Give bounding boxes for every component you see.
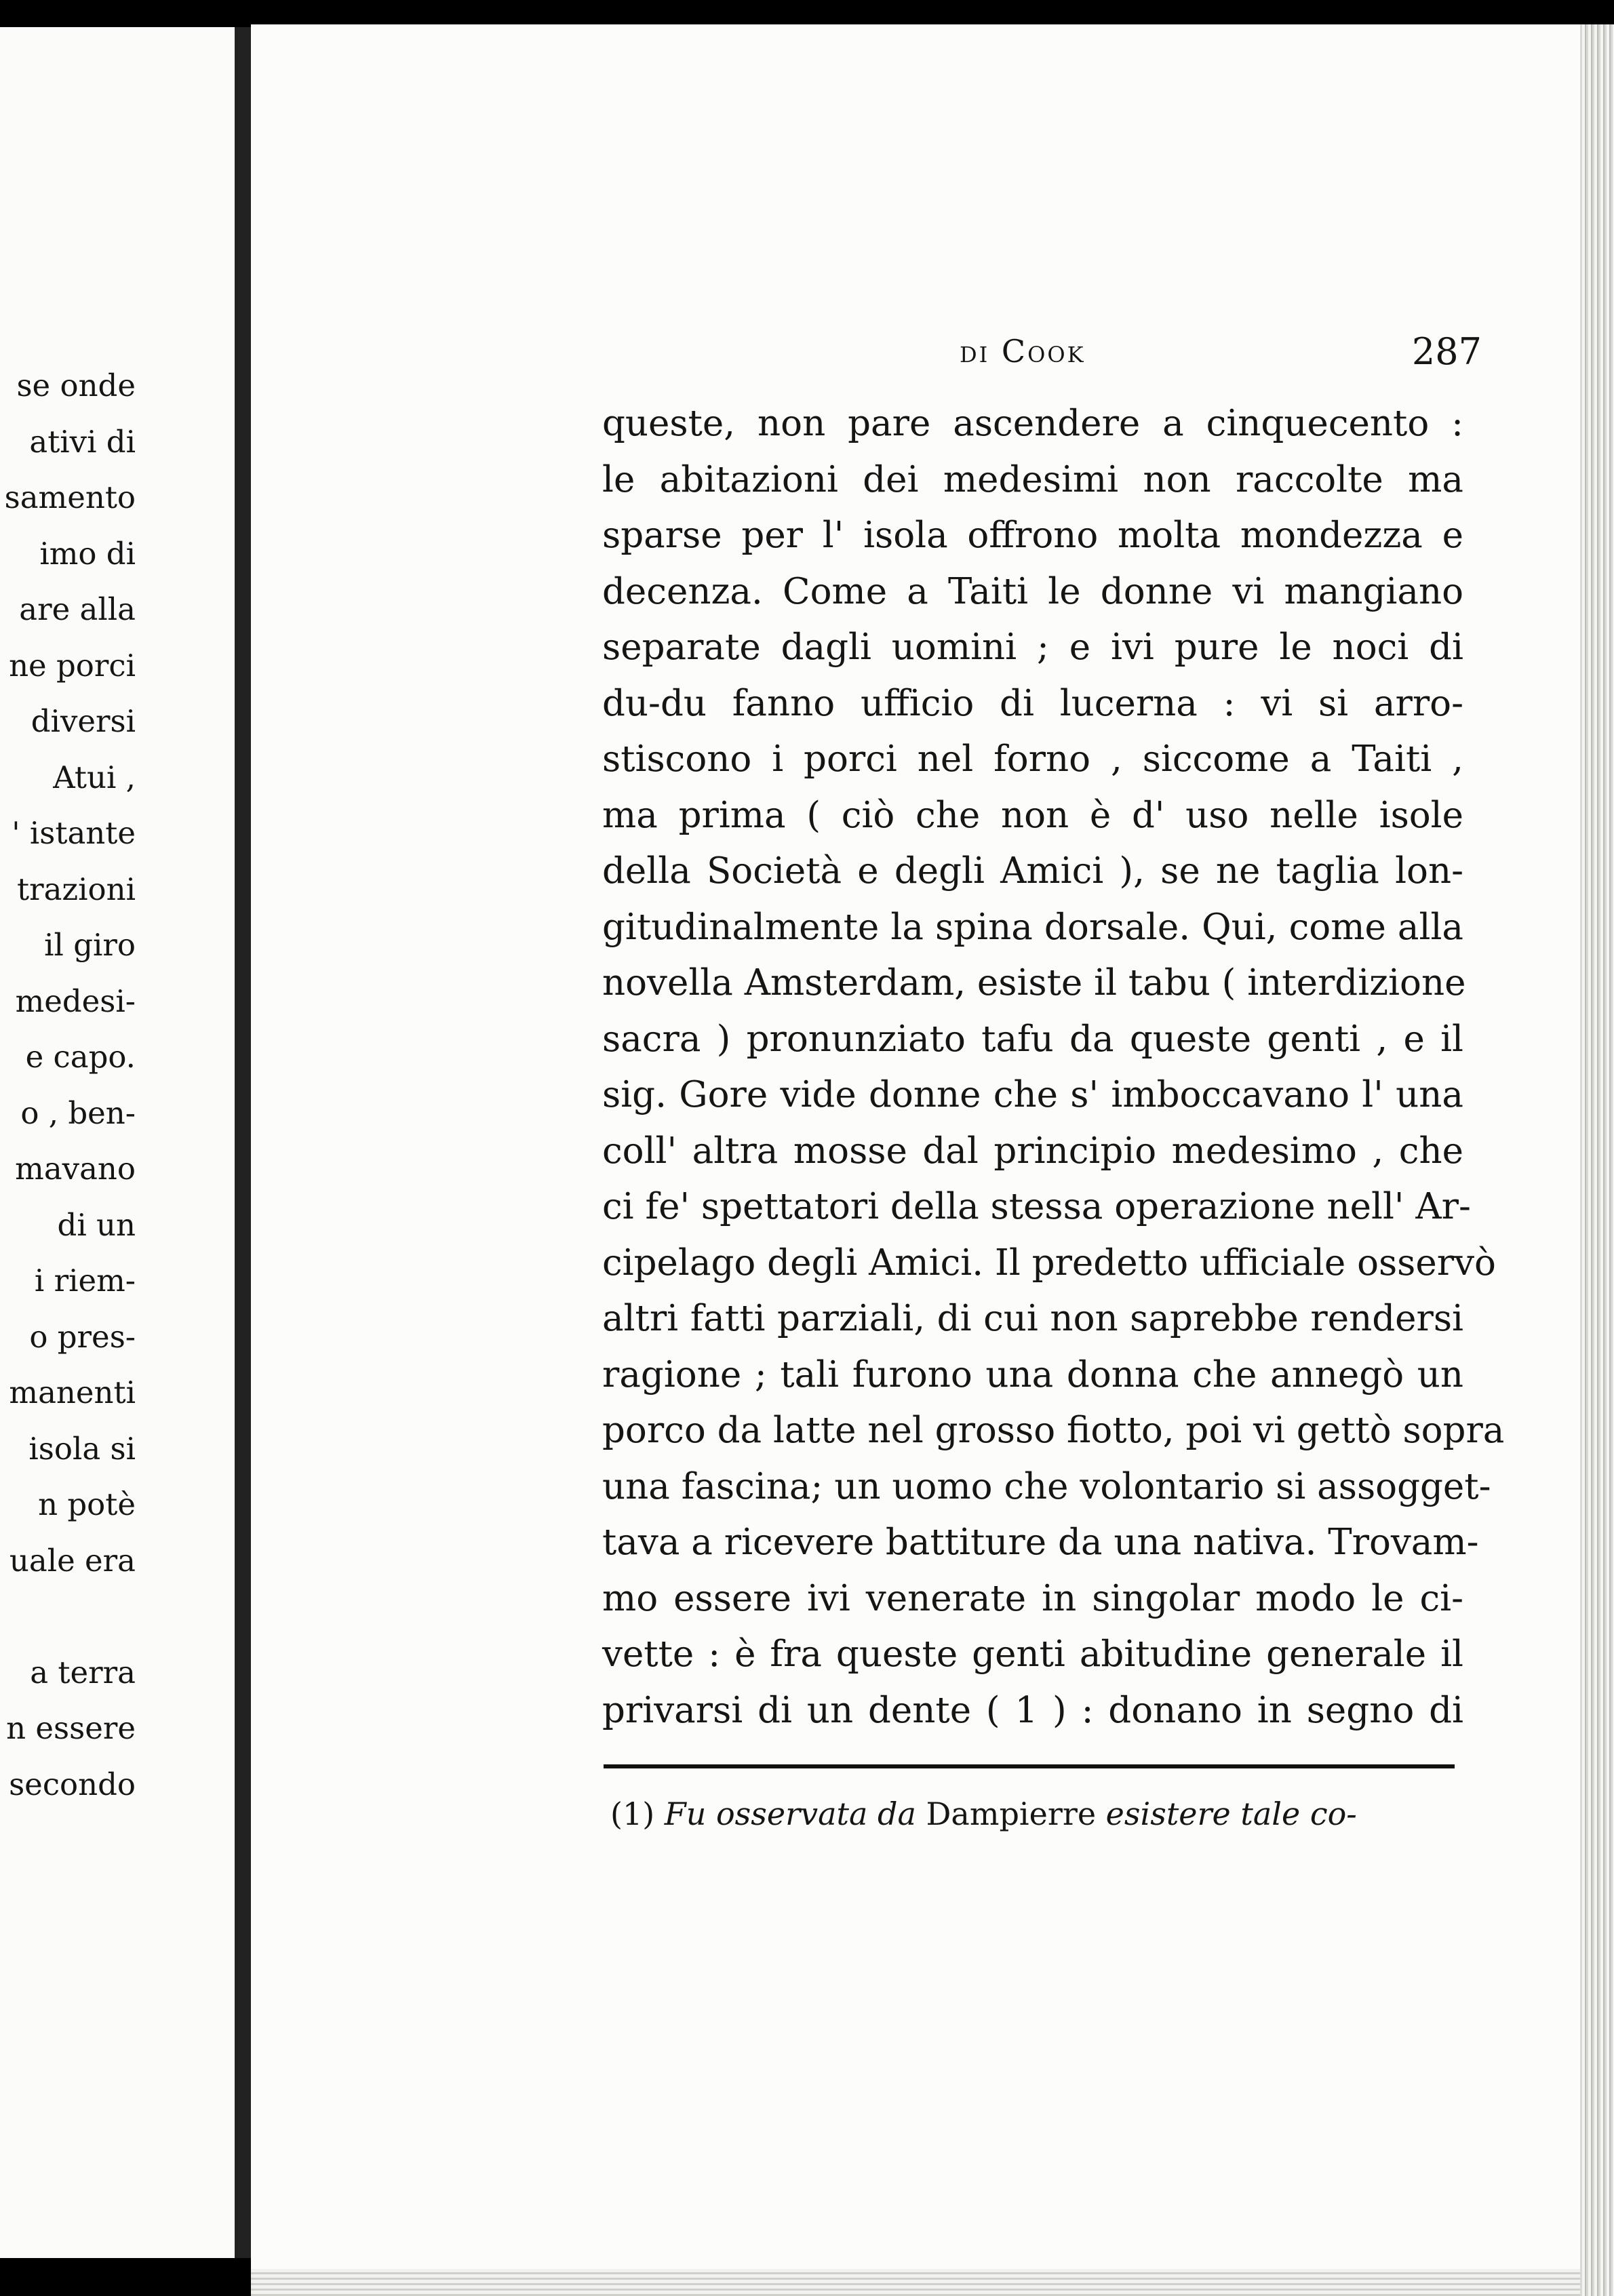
footnote-italic-b: esistere tale co- (1105, 1796, 1357, 1832)
facing-line: diversi (31, 703, 136, 739)
facing-line: samento (4, 479, 136, 515)
facing-line: n essere (6, 1710, 136, 1746)
text-line: porco da latte nel grosso fiotto, poi vi gettò sopra (602, 1410, 1505, 1451)
facing-line: o , ben- (20, 1094, 136, 1131)
footnote-marker: (1) (610, 1796, 655, 1832)
page-edge-bottom (251, 2269, 1580, 2296)
facing-line: di un (57, 1206, 136, 1243)
page-header (702, 330, 1482, 374)
facing-line: are alla (19, 591, 136, 627)
book-gutter (235, 27, 251, 2258)
text-line: tava a ricevere battiture da una nativa. Trovam- (602, 1522, 1479, 1563)
text-line: ma prima ( ciò che non è d' uso nelle isole (602, 794, 1463, 836)
text-line: sig. Gore vide donne che s' imboccavano l' una (602, 1074, 1463, 1115)
text-line: privarsi di un dente ( 1 ) : donano in segno di (602, 1689, 1463, 1731)
facing-line: ' istante (12, 815, 136, 851)
facing-line: uale era (9, 1542, 136, 1579)
facing-line: imo di (39, 535, 136, 572)
facing-line: il giro (44, 927, 136, 963)
facing-line: secondo (9, 1766, 136, 1802)
text-line: della Società e degli Amici ), se ne taglia lon- (602, 850, 1463, 892)
text-line: mo essere ivi venerate in singolar modo le ci- (602, 1577, 1463, 1619)
text-line: stiscono i porci nel forno , siccome a Taiti , (602, 738, 1463, 780)
facing-line: e capo. (25, 1039, 136, 1075)
text-line: ci fe' spettatori della stessa operazione nell' Ar- (602, 1186, 1471, 1227)
text-line: novella Amsterdam, esiste il tabu ( interdizione (602, 962, 1466, 1004)
facing-line: medesi- (15, 983, 136, 1019)
text-line: du-du fanno ufficio di lucerna : vi si arro- (602, 682, 1463, 724)
footnote-name: Dampierre (926, 1796, 1097, 1832)
facing-line: ativi di (29, 423, 136, 460)
text-line: le abitazioni dei medesimi non raccolte ma (602, 458, 1463, 500)
facing-line: se onde (16, 368, 136, 403)
footnote-italic-a: Fu osservata da (664, 1796, 916, 1832)
facing-line: isola si (28, 1430, 136, 1467)
facing-line: i riem- (34, 1263, 136, 1299)
facing-line: mavano (15, 1151, 136, 1187)
text-line: gitudinalmente la spina dorsale. Qui, come alla (602, 906, 1463, 948)
facing-line: n potè (38, 1486, 136, 1522)
page (251, 24, 1580, 2269)
facing-line: trazioni (17, 871, 136, 907)
footnote-rule (604, 1764, 1455, 1768)
facing-line: manenti (9, 1374, 136, 1410)
text-line: sacra ) pronunziato tafu da queste genti , e il (602, 1018, 1463, 1060)
facing-page (0, 27, 235, 2258)
text-line: ragione ; tali furono una donna che annegò un (602, 1353, 1463, 1396)
text-line: altri fatti parziali, di cui non saprebbe rendersi (602, 1298, 1463, 1339)
page-edge (1580, 24, 1614, 2296)
text-line: cipelago degli Amici. Il predetto ufficiale osservò (602, 1242, 1496, 1284)
footnote (610, 1796, 1458, 1832)
running-head: di Cook (960, 333, 1086, 370)
text-line: decenza. Come a Taiti le donne vi mangiano (602, 570, 1463, 612)
facing-line: ne porci (9, 647, 136, 684)
facing-line: a terra (30, 1654, 136, 1690)
text-line: vette : è fra queste genti abitudine generale il (602, 1634, 1463, 1675)
text-line: separate dagli uomini ; e ivi pure le noci di (602, 627, 1463, 668)
page-number: 287 (1411, 330, 1482, 373)
facing-line: Atui , (53, 759, 136, 795)
text-line: una fascina; un uomo che volontario si assogget- (602, 1465, 1491, 1507)
facing-line: o pres- (29, 1318, 136, 1355)
text-line: coll' altra mosse dal principio medesimo , che (602, 1130, 1463, 1172)
text-line: sparse per l' isola offrono molta mondezza e (602, 515, 1463, 556)
text-line: queste, non pare ascendere a cinquecento : (602, 403, 1463, 444)
body-text (602, 396, 1505, 1739)
